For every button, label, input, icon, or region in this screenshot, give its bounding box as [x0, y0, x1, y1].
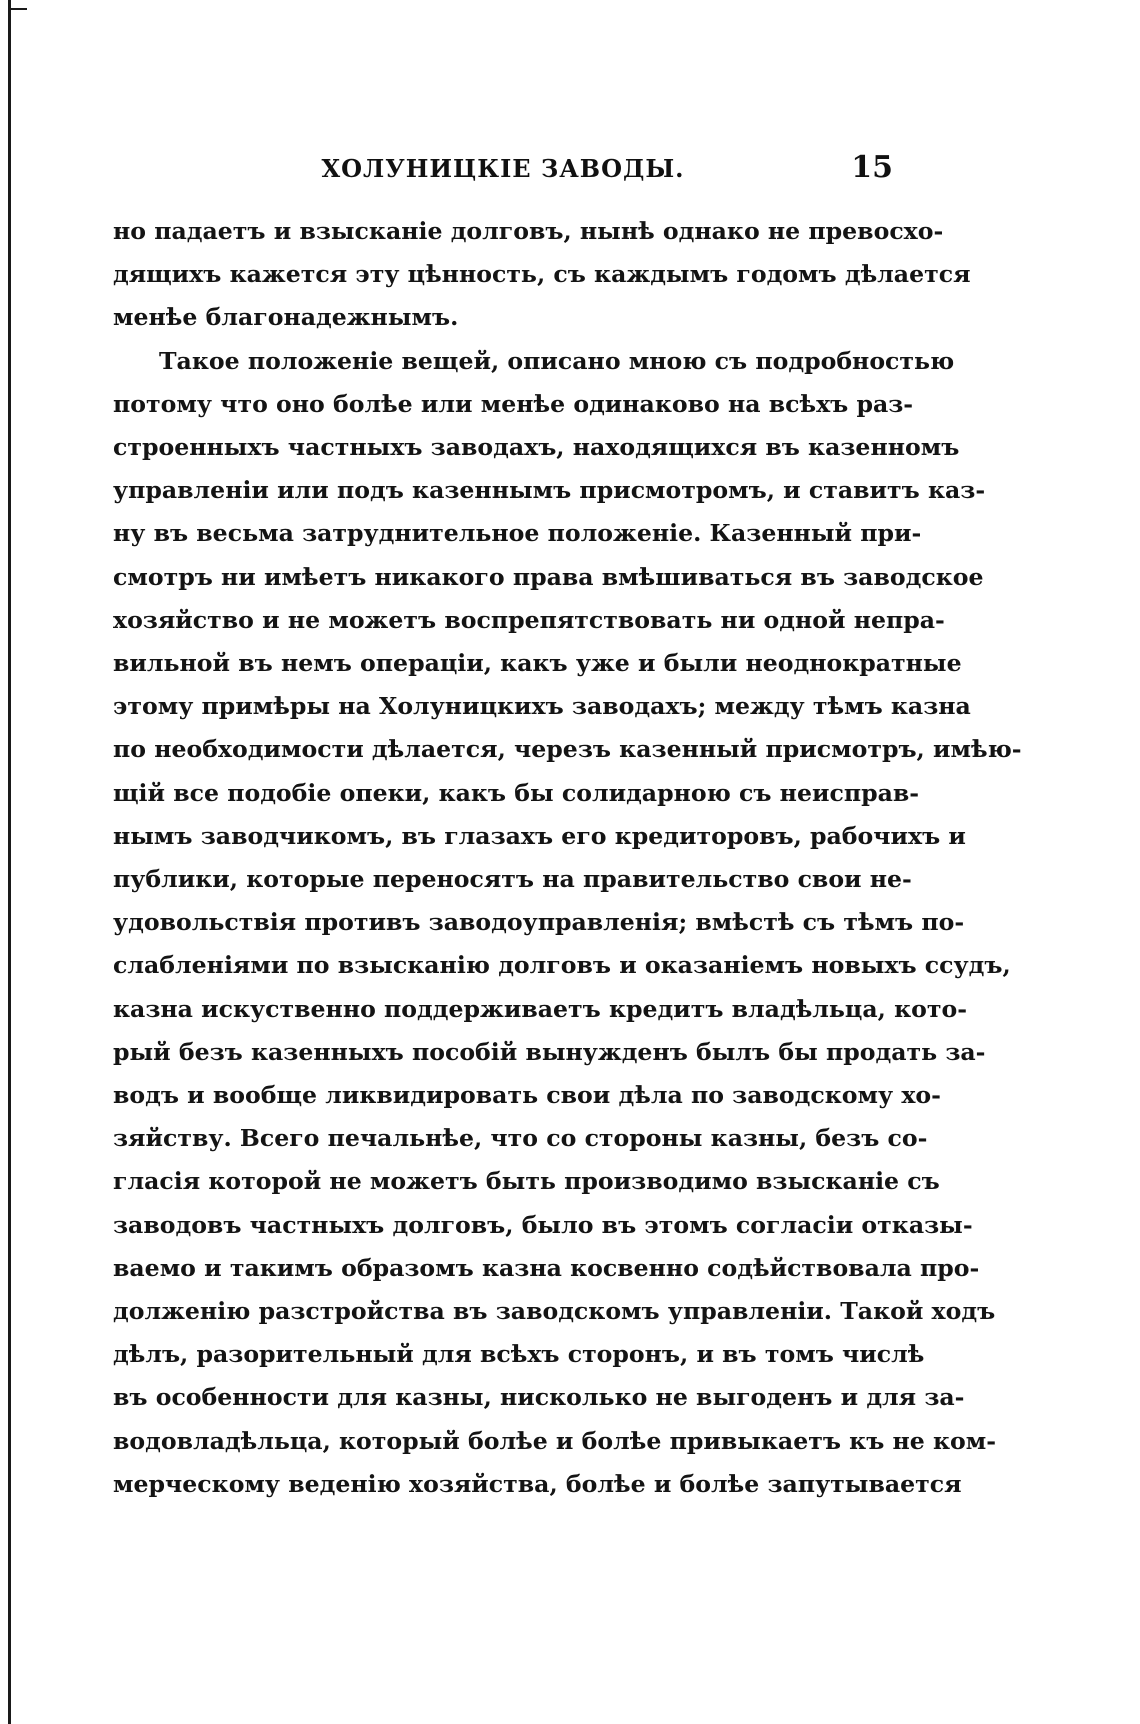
page-number: 15: [851, 150, 893, 185]
text-line: строенныхъ частныхъ заводахъ, находящихся въ казенномъ: [113, 433, 960, 462]
text-line: долженію разстройства въ заводскомъ управленіи. Такой ходъ: [113, 1297, 996, 1326]
scan-page-edge: [8, 0, 11, 1724]
text-line: смотръ ни имѣетъ никакого права вмѣшиваться въ заводское: [113, 562, 984, 591]
text-line: ну въ весьма затруднительное положеніе. Казенный при-: [113, 519, 922, 548]
paragraph: [113, 210, 971, 340]
text-line: по необходимости дѣлается, черезъ казенный присмотръ, имѣю-: [113, 735, 1022, 764]
text-line: Такое положеніе вещей, описано мною съ подробностью: [159, 346, 955, 375]
text-line: зяйству. Всего печальнѣе, что со стороны казны, безъ со-: [113, 1124, 928, 1153]
text-line: менѣе благонадежнымъ.: [113, 303, 459, 332]
paragraph: [113, 340, 1022, 1506]
text-line: въ особенности для казны, нисколько не выгоденъ и для за-: [113, 1383, 965, 1412]
book-page: [113, 150, 1022, 1506]
text-line: слабленіями по взысканію долговъ и оказаніемъ новыхъ ссудъ,: [113, 951, 1011, 980]
text-line: дѣлъ, разорительный для всѣхъ сторонъ, и въ томъ числѣ: [113, 1340, 925, 1369]
text-line: хозяйство и не можетъ воспрепятствовать ни одной непра-: [113, 605, 945, 634]
text-line: управленіи или подъ казеннымъ присмотромъ, и ставитъ каз-: [113, 476, 986, 505]
text-line: водъ и вообще ликвидировать свои дѣла по заводскому хо-: [113, 1081, 941, 1110]
text-line: мерческому веденію хозяйства, болѣе и болѣе запутывается: [113, 1469, 962, 1498]
text-line: потому что оно болѣе или менѣе одинаково на всѣхъ раз-: [113, 389, 914, 418]
text-line: нымъ заводчикомъ, въ глазахъ его кредиторовъ, рабочихъ и: [113, 821, 966, 850]
text-line: заводовъ частныхъ долговъ, было въ этомъ согласіи отказы-: [113, 1210, 973, 1239]
text-line: гласія которой не можетъ быть производимо взысканіе съ: [113, 1167, 940, 1196]
text-line: дящихъ кажется эту цѣнность, съ каждымъ годомъ дѣлается: [113, 260, 971, 289]
text-line: рый безъ казенныхъ пособій вынужденъ былъ бы продать за-: [113, 1037, 986, 1066]
running-title: ХОЛУНИЦКІЕ ЗАВОДЫ.: [321, 154, 685, 183]
text-line: публики, которые переносятъ на правительство свои не-: [113, 865, 912, 894]
text-line: этому примѣры на Холуницкихъ заводахъ; между тѣмъ казна: [113, 692, 971, 721]
text-line: щій все подобіе опеки, какъ бы солидарною съ неисправ-: [113, 778, 920, 807]
text-line: вильной въ немъ операціи, какъ уже и были неоднократные: [113, 649, 962, 678]
text-line: водовладѣльца, который болѣе и болѣе привыкаетъ къ не ком-: [113, 1426, 997, 1455]
text-line: казна искуственно поддерживаетъ кредитъ владѣльца, кото-: [113, 994, 968, 1023]
scan-edge-mark: [11, 8, 27, 10]
text-line: ваемо и такимъ образомъ казна косвенно содѣйствовала про-: [113, 1253, 980, 1282]
body-text: [113, 210, 1022, 1506]
text-line: но падаетъ и взысканіе долговъ, нынѣ однако не превосхо-: [113, 217, 944, 245]
running-header: [113, 150, 893, 194]
text-line: удовольствія противъ заводоуправленія; вмѣстѣ съ тѣмъ по-: [113, 908, 965, 937]
